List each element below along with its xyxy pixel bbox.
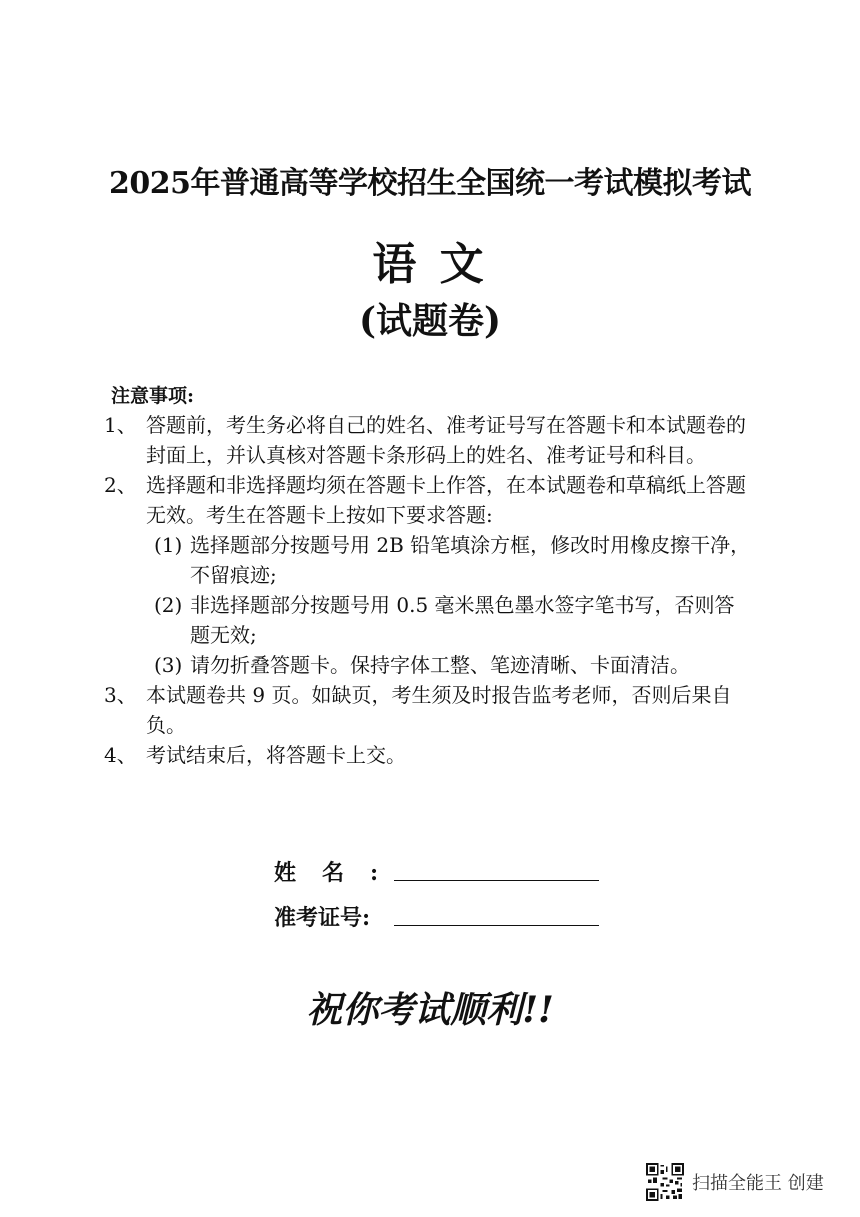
requirement-number: (1) [154,533,183,557]
requirement-item [154,530,754,590]
name-label: 姓名: [274,860,405,886]
paper-type: (试题卷) [358,300,502,342]
scanner-watermark [646,1163,824,1201]
requirement-number: (3) [154,653,183,677]
requirement-text: 请勿折叠答题卡。保持字体工整、笔迹清晰、卡面清洁。 [190,653,690,677]
name-blank[interactable] [394,856,599,881]
notice-list [104,410,754,770]
requirement-item [154,650,754,680]
notice-item [104,680,754,740]
notice-item-number: 4、 [104,743,137,767]
notice-item-number: 2、 [104,473,137,497]
requirement-text: 非选择题部分按题号用 0.5 毫米黑色墨水签字笔书写，否则答题无效; [190,593,735,647]
notice-item-text: 本试题卷共 9 页。如缺页，考生须及时报告监考老师，否则后果自负。 [146,683,732,737]
exam-id-label: 准考证号: [274,905,371,931]
scanner-watermark-text: 扫描全能王 创建 [692,1173,824,1194]
id-field-row [274,887,599,932]
notice-item [104,470,754,530]
requirement-number: (2) [154,593,183,617]
candidate-info-fields [274,842,599,932]
notice-item [104,410,754,470]
requirement-item [154,590,754,650]
notice-item-number: 1、 [104,413,137,437]
subject-title: 语 文 [372,239,488,290]
notice-heading: 注意事项: [111,385,195,407]
exam-title: 2025年普通高等学校招生全国统一考试模拟考试 [109,166,751,201]
answer-requirements-list [104,530,754,680]
notice-item-text: 考试结束后，将答题卡上交。 [146,743,406,767]
name-field-row [274,842,599,887]
notice-item-number: 3、 [104,683,137,707]
exam-id-blank[interactable] [394,901,599,926]
notice-item-text: 选择题和非选择题均须在答题卡上作答，在本试题卷和草稿纸上答题无效。考生在答题卡上按如下要求答题: [146,473,746,527]
good-luck-message: 祝你考试顺利!! [306,989,554,1031]
qr-code-icon [646,1163,684,1201]
notice-item-text: 答题前，考生务必将自己的姓名、准考证号写在答题卡和本试题卷的封面上，并认真核对答题卡条形码上的姓名、准考证号和科目。 [146,413,746,467]
notice-item [104,740,754,770]
requirement-text: 选择题部分按题号用 2B 铅笔填涂方框，修改时用橡皮擦干净，不留痕迹; [190,533,751,587]
